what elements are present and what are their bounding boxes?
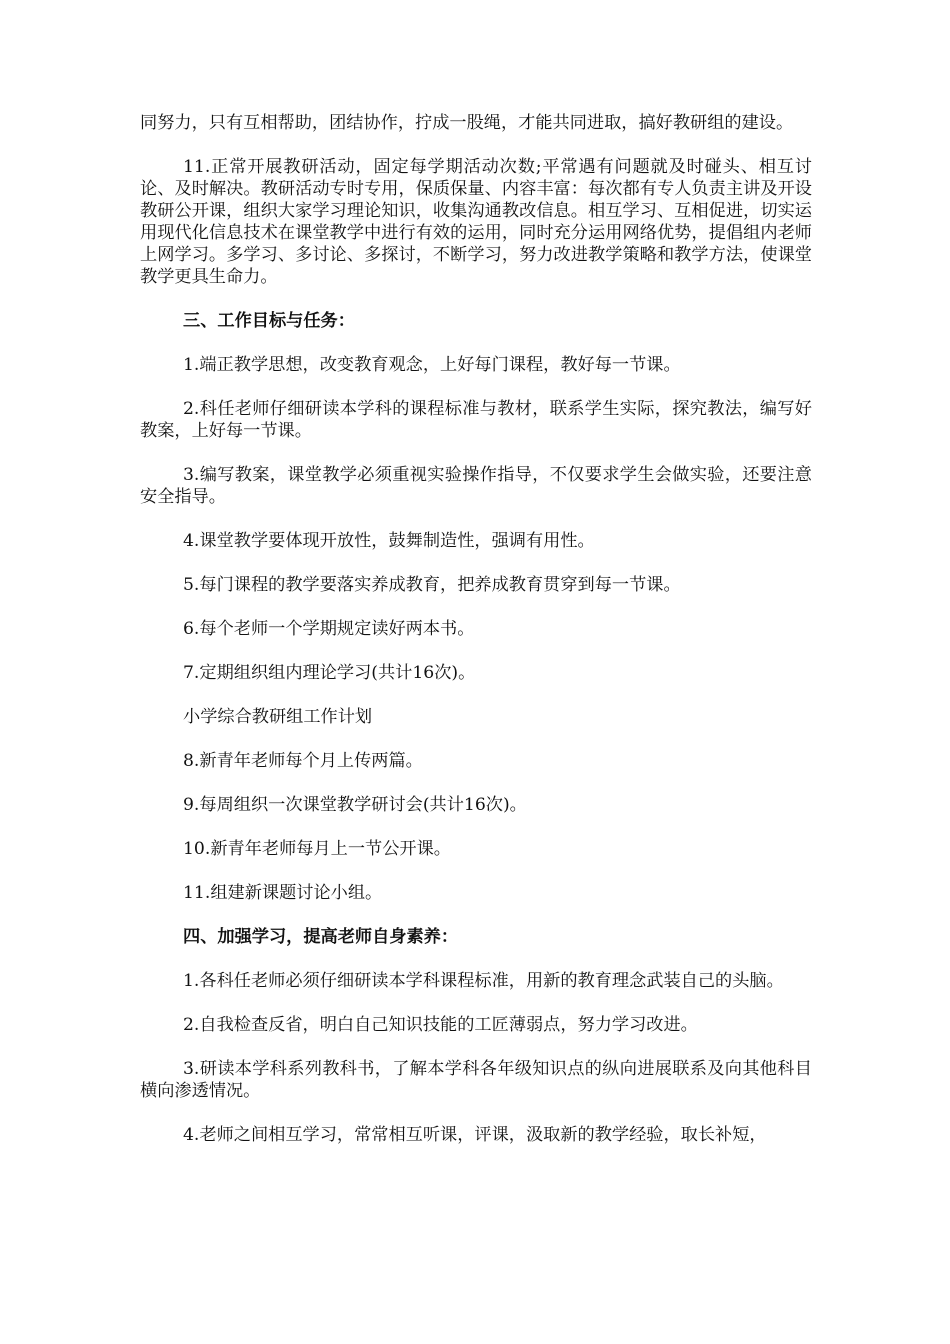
section-heading: 三、工作目标与任务： xyxy=(183,311,355,331)
list-item: 9.每周组织一次课堂教学研讨会(共计16次)。 xyxy=(183,795,527,815)
list-item: 10.新青年老师每月上一节公开课。 xyxy=(183,839,451,859)
list-item: 1.端正教学思想，改变教育观念，上好每门课程，教好每一节课。 xyxy=(183,355,681,375)
list-item: 4.课堂教学要体现开放性，鼓舞制造性，强调有用性。 xyxy=(183,531,595,551)
paragraph: 同努力，只有互相帮助，团结协作，拧成一股绳，才能共同进取，搞好教研组的建设。 xyxy=(140,113,794,133)
list-item: 6.每个老师一个学期规定读好两本书。 xyxy=(183,619,475,639)
list-item: 3.编写教案，课堂教学必须重视实验操作指导，不仅要求学生会做实验，还要注意安全指导。 xyxy=(140,465,812,507)
list-item: 11.组建新课题讨论小组。 xyxy=(183,883,383,903)
list-item: 8.新青年老师每个月上传两篇。 xyxy=(183,751,423,771)
paragraph: 11.正常开展教研活动，固定每学期活动次数;平常遇有问题就及时碰头、相互讨论、及时解决。教研活动专时专用，保质保量、内容丰富：每次都有专人负责主讲及开设教研公开课，组织大家学习理论知识，收集沟通教改信息。相互学习、互相促进，切实运用现代化信息技术在课堂教学中进行有效的运用，同时充分运用网络优势，提倡组内老师上网学习。多学习、多讨论、多探讨，不断学习，努力改进教学策略和教学方法，使课堂教学更具生命力。 xyxy=(140,157,812,287)
list-item: 3.研读本学科系列教科书，了解本学科各年级知识点的纵向进展联系及向其他科目横向渗透情况。 xyxy=(140,1059,812,1101)
list-item: 2.科任老师仔细研读本学科的课程标准与教材，联系学生实际，探究教法，编写好教案，上好每一节课。 xyxy=(140,399,812,441)
inline-title: 小学综合教研组工作计划 xyxy=(183,707,373,727)
list-item: 7.定期组织组内理论学习(共计16次)。 xyxy=(183,663,476,683)
list-item: 5.每门课程的教学要落实养成教育，把养成教育贯穿到每一节课。 xyxy=(183,575,681,595)
document-page xyxy=(140,112,812,1168)
list-item: 4.老师之间相互学习，常常相互听课，评课，汲取新的教学经验，取长补短， xyxy=(183,1125,767,1145)
list-item: 1.各科任老师必须仔细研读本学科课程标准，用新的教育理念武装自己的头脑。 xyxy=(183,971,784,991)
section-heading: 四、加强学习，提高老师自身素养： xyxy=(183,927,459,947)
list-item: 2.自我检查反省，明白自己知识技能的工匠薄弱点，努力学习改进。 xyxy=(183,1015,698,1035)
